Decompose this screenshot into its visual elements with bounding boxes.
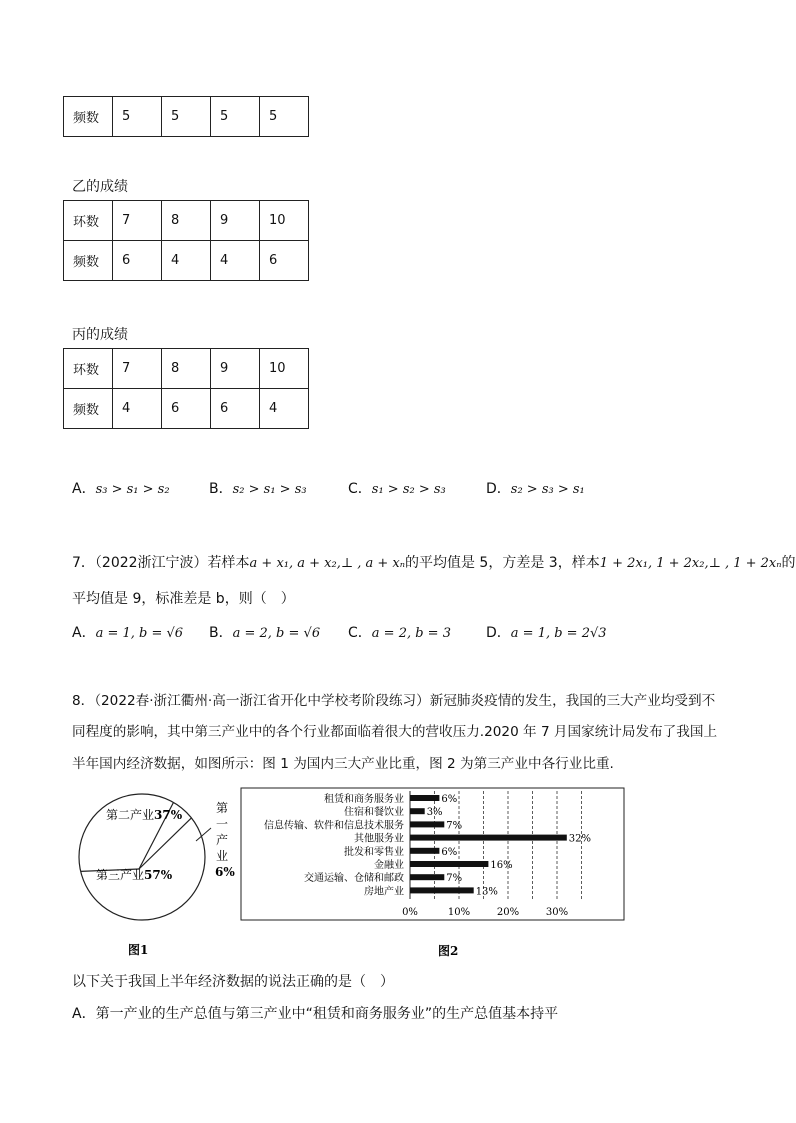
bar-value-label: 32% (568, 833, 592, 845)
q7-option-d (486, 622, 607, 642)
option-expr: s₂ > s₁ > s₃ (232, 482, 307, 497)
q7-expr: a + x₁, a + x₂,⊥ , a + xₙ (249, 556, 405, 571)
row-label: 频数 (64, 241, 113, 281)
table-cell: 9 (211, 201, 260, 241)
table-row (64, 349, 309, 389)
table-cell: 4 (260, 389, 309, 429)
option-letter: D． (486, 481, 511, 497)
table-cell: 4 (211, 241, 260, 281)
table-row (64, 97, 309, 137)
option-letter: C． (348, 481, 372, 497)
option-expr: s₂ > s₃ > s₁ (510, 482, 585, 497)
table-cell: 5 (113, 97, 162, 137)
table-row (64, 201, 309, 241)
table-jia-partial (63, 96, 309, 137)
category-label: 金融业 (374, 860, 404, 871)
q8-line1: 8．（2022春·浙江衢州·高一浙江省开化中学校考阶段练习）新冠肺炎疫情的发生，我国的三大产业均受到不 (72, 693, 716, 709)
option-expr: a = 2, b = 3 (371, 626, 451, 641)
slice-pct-primary: 6% (215, 865, 235, 879)
table-cell: 5 (211, 97, 260, 137)
q6-option-d (486, 478, 585, 498)
q8-line3: 半年国内经济数据，如图所示：图 1 为国内三大产业比重，图 2 为第三产业中各行业比重. (72, 756, 614, 772)
table-cell: 7 (113, 349, 162, 389)
bar-value-label: 16% (490, 860, 513, 871)
x-tick-label: 10% (447, 907, 471, 918)
figure-2-bar-chart (238, 785, 628, 960)
table-bing-caption: 丙的成绩 (72, 327, 128, 343)
bar-value-label: 6% (441, 794, 458, 805)
option-expr: s₁ > s₂ > s₃ (371, 482, 446, 497)
bar (410, 874, 444, 880)
slice-name-char: 一 (216, 817, 229, 831)
q7-text: 的平均值是 5，方差是 3，样本 (404, 555, 600, 571)
figure-caption: 图1 (128, 943, 149, 957)
slice-name-char: 业 (216, 849, 229, 863)
table-cell: 6 (162, 389, 211, 429)
table-cell: 4 (162, 241, 211, 281)
option-letter: C． (348, 625, 372, 641)
category-label: 批发和零售业 (344, 846, 404, 858)
category-label: 房地产业 (364, 886, 404, 898)
category-label: 住宿和餐饮业 (344, 807, 404, 819)
q7-text: 的 (781, 555, 796, 571)
category-label: 信息传输、软件和信息技术服务 (264, 820, 404, 832)
table-cell: 4 (113, 389, 162, 429)
slice-name-char: 第 (216, 801, 229, 815)
option-letter: D． (486, 625, 511, 641)
x-tick-label: 20% (496, 907, 520, 918)
category-labels (264, 792, 404, 897)
slice-name-char: 产 (216, 833, 229, 847)
table-cell: 5 (162, 97, 211, 137)
q7-expr: 1 + 2x₁, 1 + 2x₂,⊥ , 1 + 2xₙ (599, 556, 782, 571)
q7-option-c (348, 622, 451, 642)
x-tick-label: 0% (402, 907, 418, 918)
q7-line2: 平均值是 9，标准差是 b，则（ ） (72, 591, 295, 607)
table-row (64, 241, 309, 281)
slice-divider-3rd-1st (139, 818, 191, 869)
row-label: 频数 (64, 97, 113, 137)
table-cell: 10 (260, 349, 309, 389)
table-cell: 7 (113, 201, 162, 241)
slice-pct: 37% (154, 808, 183, 822)
bar-value-label: 13% (475, 886, 498, 898)
row-label: 环数 (64, 349, 113, 389)
bar (410, 887, 474, 893)
slice-label-secondary (106, 807, 183, 822)
q7-option-a (72, 622, 183, 642)
option-letter: A． (72, 481, 96, 497)
table-yi-caption: 乙的成绩 (72, 179, 128, 195)
slice-pct: 57% (144, 868, 173, 882)
bar (410, 835, 567, 841)
bar-value-label: 6% (441, 846, 458, 858)
table-cell: 6 (260, 241, 309, 281)
bar (410, 848, 439, 854)
bar-value-label: 7% (446, 873, 463, 885)
row-label: 频数 (64, 389, 113, 429)
figure-1-pie-chart (70, 792, 250, 962)
option-expr: a = 1, b = 2√3 (510, 626, 607, 641)
slice-name: 第二产业 (106, 808, 155, 822)
table-cell: 8 (162, 349, 211, 389)
q6-option-a (72, 478, 170, 498)
q7-line1 (72, 552, 796, 572)
q8-question: 以下关于我国上半年经济数据的说法正确的是（ ） (72, 974, 394, 990)
value-labels (427, 794, 591, 897)
slice-label-primary-vertical (216, 801, 232, 863)
bar (410, 821, 444, 827)
table-cell: 8 (162, 201, 211, 241)
q6-option-b (209, 478, 307, 498)
q6-option-c (348, 478, 446, 498)
table-yi (63, 200, 309, 281)
category-label: 租赁和商务服务业 (324, 794, 404, 805)
table-bing (63, 348, 309, 429)
option-letter: B． (209, 481, 233, 497)
table-cell: 6 (211, 389, 260, 429)
table-cell: 10 (260, 201, 309, 241)
option-expr: a = 2, b = √6 (232, 626, 321, 641)
row-label: 环数 (64, 201, 113, 241)
table-cell: 9 (211, 349, 260, 389)
bar-value-label: 3% (426, 807, 443, 819)
table-cell: 6 (113, 241, 162, 281)
bar (410, 861, 488, 867)
slice-label-tertiary (96, 867, 173, 882)
category-label: 交通运输、仓储和邮政 (304, 873, 404, 885)
table-row (64, 389, 309, 429)
table-cell: 5 (260, 97, 309, 137)
q7-text: 7．（2022浙江宁波）若样本 (72, 555, 250, 571)
x-tick-label: 30% (545, 907, 569, 918)
bar-value-label: 7% (446, 820, 463, 832)
bar (410, 808, 425, 814)
option-letter: A． (72, 625, 96, 641)
q8-line2: 同程度的影响，其中第三产业中的各个行业都面临着很大的营收压力.2020 年 7 月国家统计局发布了我国上 (72, 724, 718, 740)
figure-caption: 图2 (438, 944, 459, 958)
x-tick-labels (402, 907, 568, 918)
category-label: 其他服务业 (354, 833, 404, 845)
bar (410, 795, 439, 801)
option-expr: a = 1, b = √6 (95, 626, 184, 641)
option-expr: s₃ > s₁ > s₂ (95, 482, 170, 497)
option-letter: B． (209, 625, 233, 641)
q7-option-b (209, 622, 320, 642)
slice-name: 第三产业 (96, 868, 145, 882)
q8-option-a: A．第一产业的生产总值与第三产业中“租赁和商务服务业”的生产总值基本持平 (72, 1006, 559, 1022)
